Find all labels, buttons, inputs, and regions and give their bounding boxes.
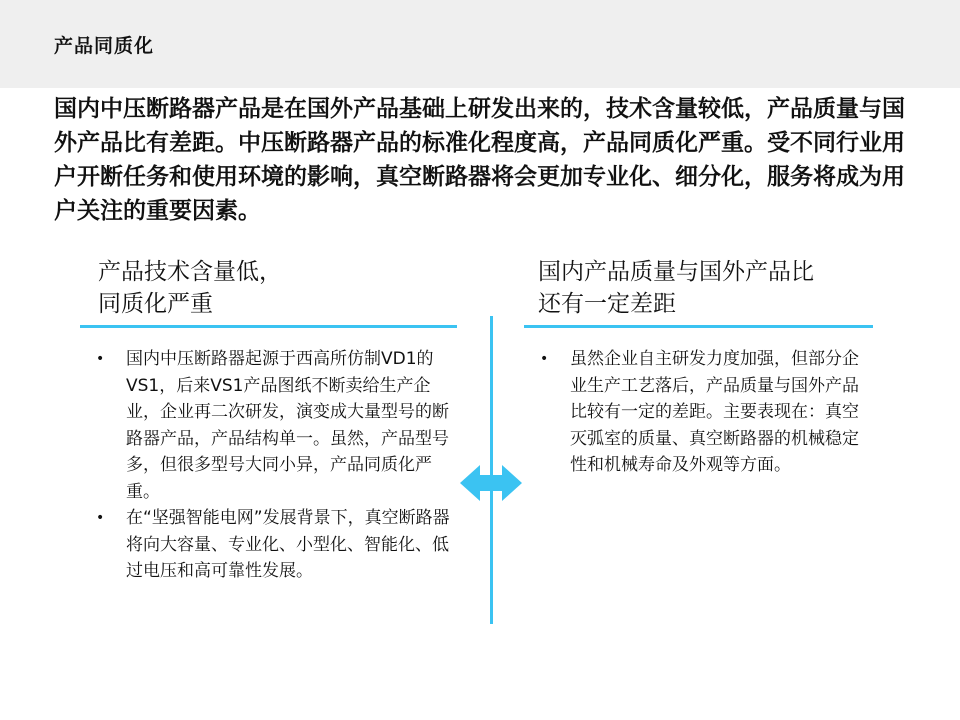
- right-bullet-list: [540, 346, 860, 479]
- intro-paragraph: 国内中压断路器产品是在国外产品基础上研发出来的，技术含量较低，产品质量与国外产品比有差距。中压断路器产品的标准化程度高，产品同质化严重。受不同行业用户开断任务和使用环境的影响，真空断路器将会更加专业化、细分化，服务将成为用户关注的重要因素。: [54, 96, 905, 224]
- bullet-text: 国内中压断路器起源于西高所仿制VD1的VS1，后来VS1产品图纸不断卖给生产企业，企业再二次研发，演变成大量型号的断路器产品，产品结构单一。虽然，产品型号多，但很多型号大同小异，产品同质化严重。: [126, 349, 449, 502]
- right-column-heading: [538, 256, 878, 320]
- bullet-text: 在“坚强智能电网”发展背景下，真空断路器将向大容量、专业化、小型化、智能化、低过电压和高可靠性发展。: [126, 508, 450, 581]
- right-heading-line1: 国内产品质量与国外产品比: [538, 259, 814, 285]
- left-bullet-list: [96, 346, 456, 585]
- bullet-icon: •: [96, 351, 105, 367]
- list-item: [96, 346, 456, 505]
- page-title: 产品同质化: [54, 35, 155, 57]
- list-item: [96, 505, 456, 585]
- bullet-text: 虽然企业自主研发力度加强，但部分企业生产工艺落后，产品质量与国外产品比较有一定的差距。主要表现在：真空灭弧室的质量、真空断路器的机械稳定性和机械寿命及外观等方面。: [570, 349, 859, 475]
- right-heading-line2: 还有一定差距: [538, 291, 676, 317]
- double-headed-arrow-icon: [460, 463, 522, 503]
- left-heading-underline: [80, 325, 457, 328]
- left-heading-line1: 产品技术含量低，: [98, 259, 282, 285]
- bullet-icon: •: [540, 351, 549, 367]
- left-heading-line2: 同质化严重: [98, 291, 213, 317]
- bullet-icon: •: [96, 510, 105, 526]
- left-column-heading: [98, 256, 438, 320]
- list-item: [540, 346, 860, 479]
- right-heading-underline: [524, 325, 873, 328]
